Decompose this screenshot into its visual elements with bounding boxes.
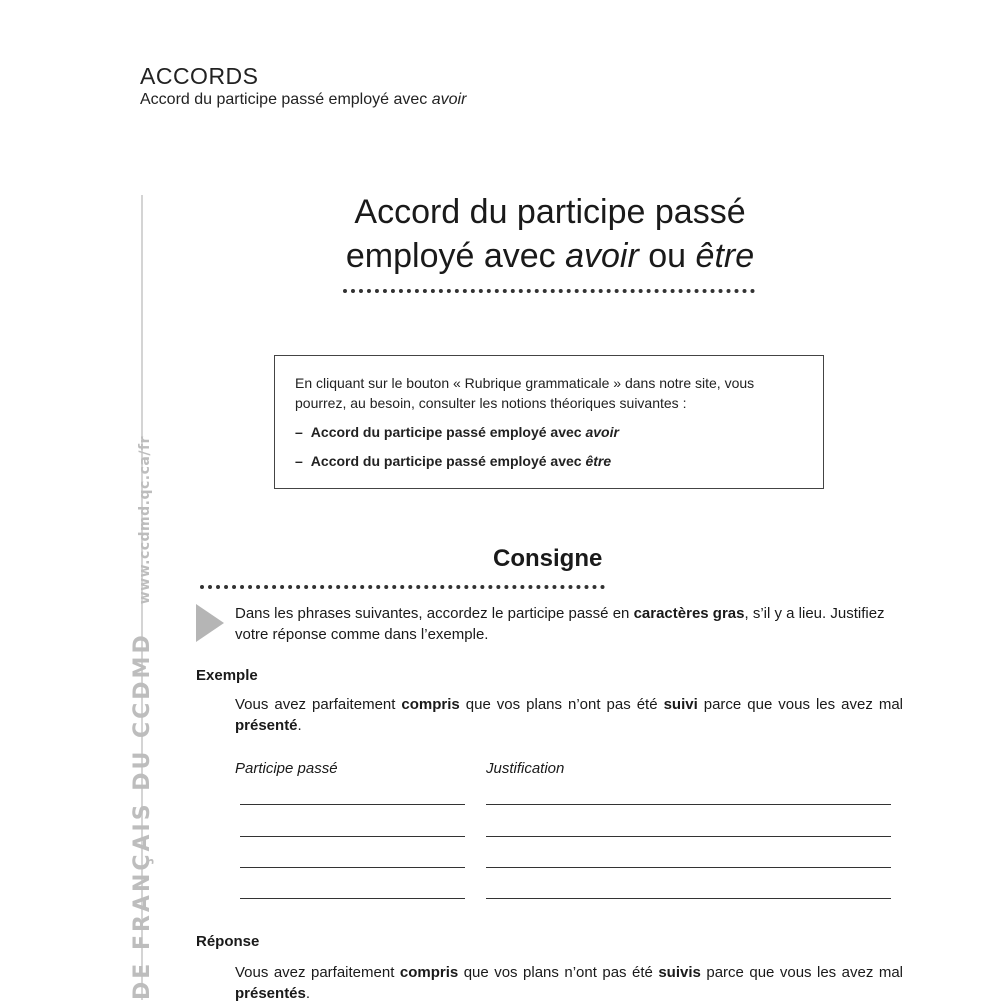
answer-line-participe[interactable] [240,867,465,868]
reponse-sentence: Vous avez parfaitement compris que vos plans n’ont pas été suivis parce que vous les avez mal présentés. [235,964,903,1002]
exemple-sentence: Vous avez parfaitement compris que vos plans n’ont pas été suivi parce que vous les avez mal présenté. [235,696,903,734]
consigne-dotted-divider [200,585,605,589]
header-section [140,62,466,110]
answer-line-justification[interactable] [486,898,891,899]
consigne-text: Dans les phrases suivantes, accordez le participe passé en caractères gras, s’il y a lieu. Justifiez votre réponse comme dans l’exemple. [235,605,885,643]
answer-line-participe[interactable] [240,898,465,899]
column-label-participe: Participe passé [235,760,338,777]
section-title: ACCORDS [140,63,259,89]
arrow-icon [196,604,224,642]
answer-line-participe[interactable] [240,836,465,837]
section-subtitle: Accord du participe passé employé avec avoir [140,91,467,108]
info-box [274,355,824,489]
answer-line-justification[interactable] [486,867,891,868]
sidebar-watermark [130,436,155,1000]
page-title: Accord du participe passé employé avec avoir ou être [345,193,755,275]
reponse-label: Réponse [196,933,260,950]
notion-item-etre: – Accord du participe passé employé avec être [295,453,612,469]
answer-line-justification[interactable] [486,804,891,805]
column-label-justification: Justification [486,760,565,777]
answer-line-participe[interactable] [240,804,465,805]
sidebar-org-name: DE FRANÇAIS DU CCDMD [130,632,155,1000]
info-intro: En cliquant sur le bouton « Rubrique grammaticale » dans notre site, vous pourrez, au besoin, consulter les notions théoriques suivantes : [295,375,755,411]
exemple-label: Exemple [196,667,258,684]
answer-line-justification[interactable] [486,836,891,837]
sidebar-url: www.ccdmd.qc.ca/fr [137,436,153,605]
notion-item-avoir: – Accord du participe passé employé avec avoir [295,424,619,440]
consigne-heading: Consigne [493,545,603,572]
title-dotted-divider [343,289,755,293]
